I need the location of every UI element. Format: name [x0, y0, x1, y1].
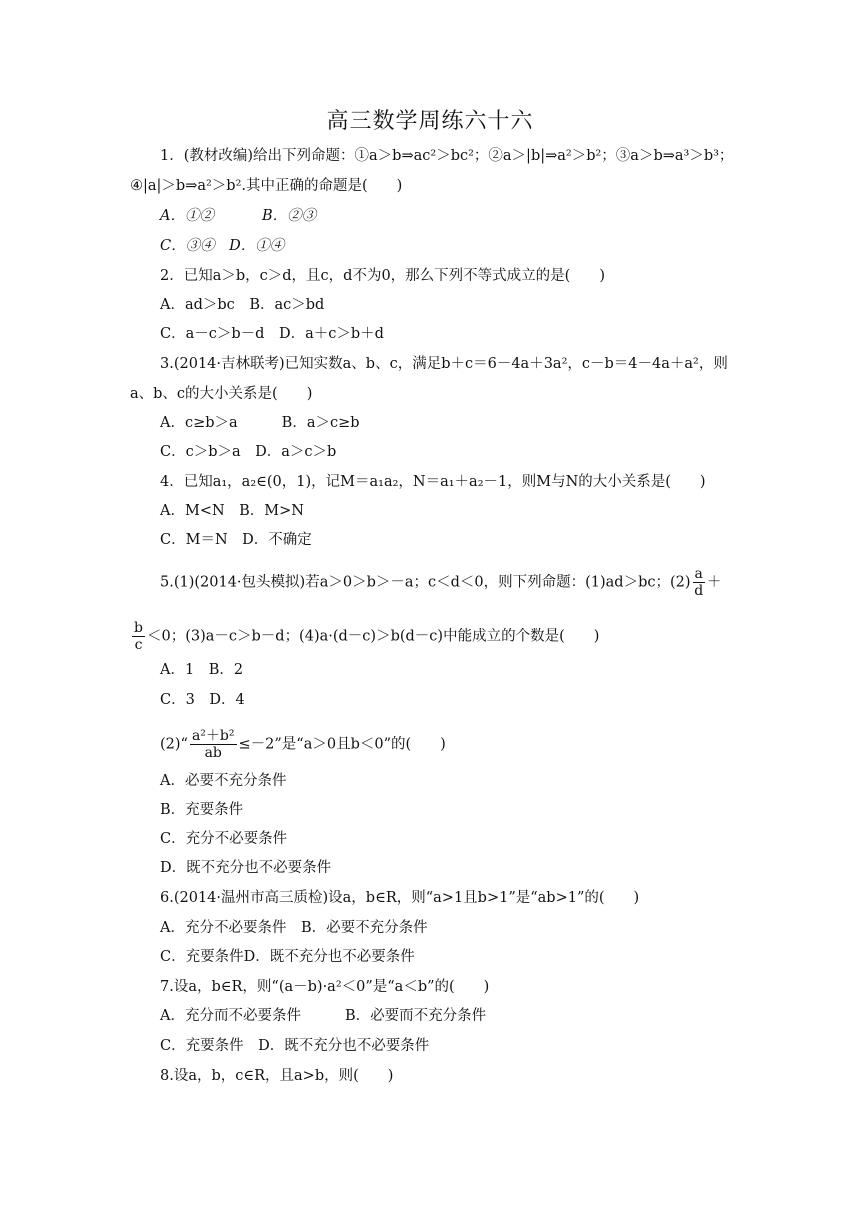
- q5-stem-text: 5.(1)(2014·包头模拟)若a＞0＞b＞－a；c＜d＜0，则下列命题：(1)ad＞bc；(2): [160, 574, 691, 591]
- q5-frac1-denominator: d: [694, 583, 704, 599]
- q5-stem-line2-text: ＜0；(3)a－c＞b－d；(4)a·(d－c)＞b(d－c)中能成立的个数是( ): [146, 628, 600, 645]
- q5-part2-numerator: a²＋b²: [191, 728, 235, 744]
- q3-options-ab: [160, 413, 360, 433]
- q5-option-d: D．4: [209, 692, 245, 708]
- q2-option-b: B．ac＞bd: [249, 297, 325, 313]
- q3-options-cd: [160, 442, 336, 462]
- q1-option-a: A．①②: [160, 208, 214, 224]
- q1-option-c: C．③④: [160, 238, 215, 254]
- q5-frac2-denominator: c: [134, 637, 143, 653]
- q5-part2-option-a: A．必要不充分条件: [160, 773, 287, 789]
- q3-option-d: D．a＞c＞b: [255, 444, 337, 460]
- q2-option-d: D．a＋c＞b＋d: [278, 326, 384, 342]
- q1-stem-line2: ④|a|＞b⇒a²＞b².其中正确的命题是( ): [130, 178, 403, 194]
- q7-options-ab: [160, 1006, 486, 1026]
- q5-options-ab: [160, 660, 243, 680]
- q6-option-c: C．充要条件: [160, 949, 244, 965]
- q6-stem: 6.(2014·温州市高三质检)设a，b∈R，则“a>1且b>1”是“ab>1”的( ): [160, 890, 640, 906]
- q5-stem-line2: [130, 620, 599, 653]
- q7-stem: 7.设a，b∈R，则“(a－b)·a²＜0”是“a＜b”的( ): [160, 979, 490, 995]
- q7-option-b: B．必要而不充分条件: [344, 1008, 487, 1024]
- q2-options-cd: [160, 324, 384, 344]
- q5-option-a: A．1: [160, 662, 195, 678]
- q5-option-c: C．3: [160, 692, 195, 708]
- q1-option-b: B．②③: [261, 208, 317, 224]
- q5-part2-denominator: ab: [204, 745, 222, 761]
- q5-part2-stem: [160, 728, 446, 761]
- q6-options-ab: [160, 918, 428, 938]
- q1-option-d: D．①④: [229, 238, 285, 254]
- q5-option-b: B．2: [208, 662, 244, 678]
- q2-options-ab: [160, 295, 324, 315]
- q3-stem-line1: 3.(2014·吉林联考)已知实数a、b、c，满足b＋c＝6－4a＋3a²，c－b＝4－4a＋a²，则: [160, 356, 728, 372]
- q8-stem: 8.设a，b，c∈R，且a>b，则( ): [160, 1068, 394, 1084]
- q6-options-cd: [160, 947, 415, 967]
- q3-stem-line2: a、b、c的大小关系是( ): [130, 386, 313, 402]
- q1-stem-line1: 1．(教材改编)给出下列命题：①a＞b⇒ac²＞bc²；②a＞|b|⇒a²＞b²；③a＞b⇒a³＞b³；: [160, 148, 734, 164]
- page-title: 高三数学周练六十六: [326, 109, 534, 134]
- q4-option-d: D．不确定: [242, 532, 312, 548]
- q6-option-b: B．必要不充分条件: [300, 920, 428, 936]
- q2-option-a: A．ad＞bc: [160, 297, 235, 313]
- q5-part2-option-b: B．充要条件: [160, 802, 244, 818]
- q2-option-c: C．a－c＞b－d: [160, 326, 265, 342]
- q1-options-ab: [160, 206, 316, 226]
- q4-stem: 4．已知a₁，a₂∈(0，1)，记M＝a₁a₂，N＝a₁＋a₂－1，则M与N的大小关系是( ): [160, 474, 706, 490]
- q4-options-ab: [160, 501, 304, 521]
- q3-option-c: C．c＞b＞a: [160, 444, 241, 460]
- q7-option-c: C．充要条件: [160, 1038, 244, 1054]
- q5-frac1-numerator: a: [694, 566, 703, 582]
- q5-part2-prefix: (2)“: [160, 736, 188, 753]
- q5-plus-sign: ＋: [706, 574, 722, 591]
- q2-stem: 2．已知a＞b，c＞d，且c，d不为0，那么下列不等式成立的是( ): [160, 268, 605, 284]
- q6-option-a: A．充分不必要条件: [160, 920, 287, 936]
- q4-option-a: A．M<N: [160, 503, 225, 519]
- q3-option-a: A．c≥b＞a: [160, 415, 238, 431]
- q3-option-b: B．a＞c≥b: [281, 415, 360, 431]
- q4-option-b: B．M>N: [239, 503, 304, 519]
- q5-part2-fraction: [190, 728, 237, 761]
- q6-option-d: D．既不充分也不必要条件: [243, 949, 415, 965]
- q5-part2-option-c: C．充分不必要条件: [160, 831, 288, 847]
- q7-option-d: D．既不充分也不必要条件: [258, 1038, 430, 1054]
- q5-part2-suffix: ≤－2”是“a＞0且b＜0”的( ): [238, 736, 446, 753]
- q7-option-a: A．充分而不必要条件: [160, 1008, 301, 1024]
- q5-fraction-a-over-d: [693, 566, 705, 599]
- q5-stem-line1: [160, 566, 721, 599]
- q1-options-cd: [160, 236, 284, 256]
- q4-options-cd: [160, 530, 312, 550]
- q7-options-cd: [160, 1036, 429, 1056]
- q5-options-cd: [160, 690, 245, 710]
- q5-frac2-numerator: b: [134, 620, 143, 636]
- q5-part2-option-d: D．既不充分也不必要条件: [160, 860, 332, 876]
- q5-fraction-b-over-c: [132, 620, 145, 653]
- q4-option-c: C．M＝N: [160, 532, 228, 548]
